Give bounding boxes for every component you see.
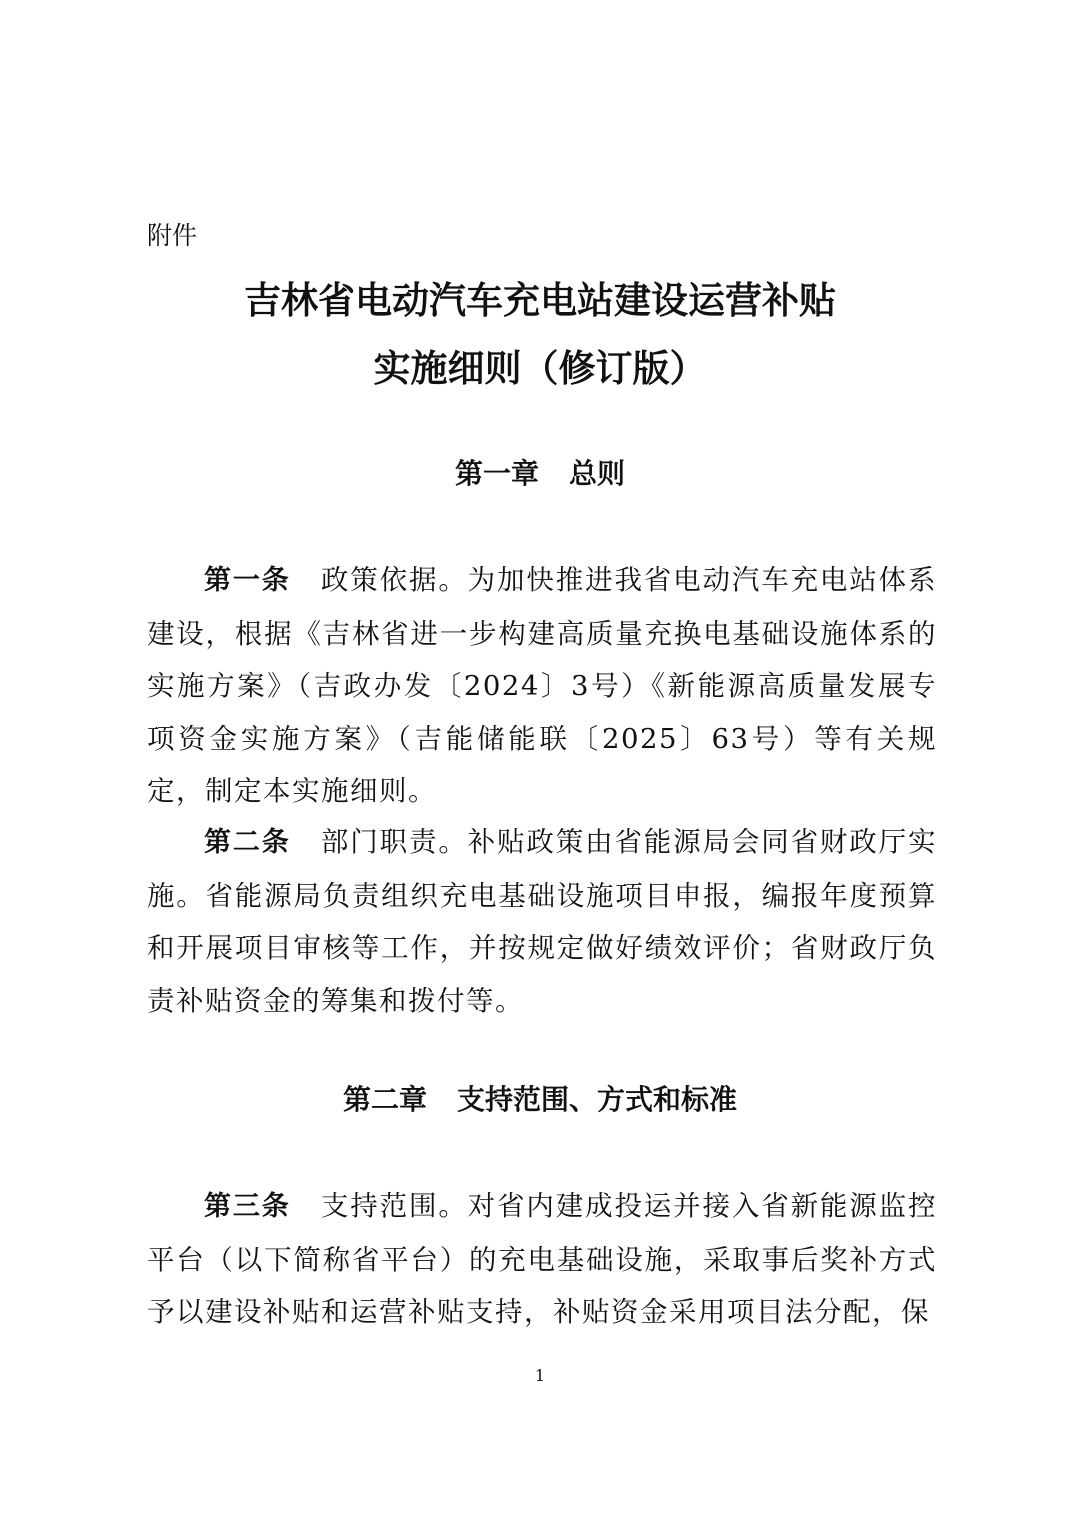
article-text: 政策依据。为加快推进我省电动汽车充电站体系建设，根据《吉林省进一步构建高质量充换电基础设施体系的实施方案》（吉政办发〔2024〕3号）《新能源高质量发展专项资金实施方案》（吉能储能联〔2025〕63号）等有关规定，制定本实施细则。 [147,564,937,807]
article-3 [147,1180,937,1339]
chapter-number: 第二章 [342,1083,427,1116]
page-number: 1 [534,1366,546,1385]
attachment-label: 附件 [147,221,198,250]
chapter-name: 总则 [569,457,626,490]
article-1 [147,554,937,818]
document-title-line-1: 吉林省电动汽车充电站建设运营补贴 [244,279,836,322]
article-2 [147,816,937,1027]
chapter-number: 第一章 [454,457,539,490]
document-title-line-2: 实施细则（修订版） [373,347,707,390]
chapter-heading-2 [0,1080,1080,1120]
chapter-heading-1 [0,454,1080,494]
article-label: 第一条 [204,565,291,596]
chapter-name: 支持范围、方式和标准 [457,1083,738,1116]
article-text: 支持范围。对省内建成投运并接入省新能源监控平台（以下简称省平台）的充电基础设施，采取事后奖补方式予以建设补贴和运营补贴支持，补贴资金采用项目法分配，保 [147,1190,937,1328]
article-label: 第二条 [204,827,291,858]
article-text: 部门职责。补贴政策由省能源局会同省财政厅实施。省能源局负责组织充电基础设施项目申报，编报年度预算和开展项目审核等工作，并按规定做好绩效评价；省财政厅负责补贴资金的筹集和拨付等。 [147,826,937,1017]
article-label: 第三条 [204,1191,291,1222]
